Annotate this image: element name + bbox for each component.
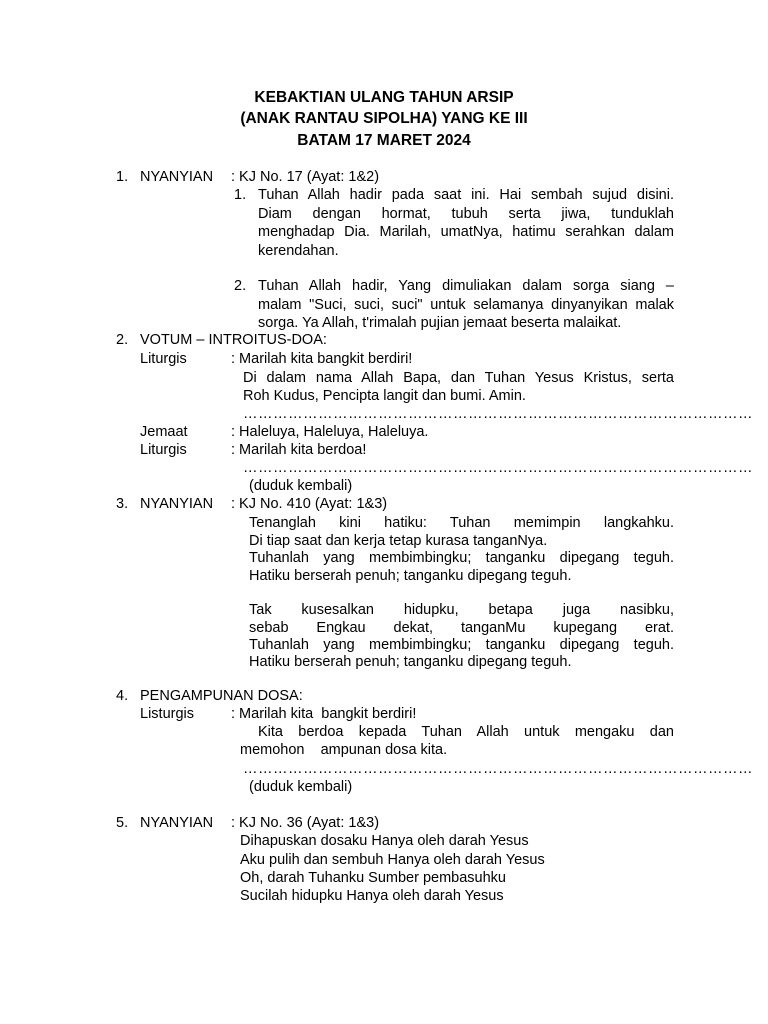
- section-2-invocation-line: Roh Kudus, Pencipta langit dan bumi. Amin.: [243, 388, 526, 404]
- section-5-lyric-line: Oh, darah Tuhanku Sumber pembasuhku: [240, 870, 506, 886]
- document-title-line-1: KEBAKTIAN ULANG TAHUN ARSIP: [254, 89, 514, 106]
- section-1-heading: NYANYIAN: [140, 169, 214, 185]
- section-3-verse-1-line: Tenanglah kini hatiku: Tuhan memimpin langkahku.: [249, 515, 674, 531]
- section-3-verse-1-line: Di tiap saat dan kerja tetap kurasa tanganNya.: [249, 533, 548, 549]
- section-2-role-liturgis-2: Liturgis: [140, 442, 187, 458]
- section-1-verse-1-number: 1.: [234, 187, 247, 203]
- section-3-verse-1-line: Hatiku berserah penuh; tanganku dipegang teguh.: [249, 568, 572, 584]
- section-1-verse-1-line: Diam dengan hormat, tubuh serta jiwa, tunduklah: [258, 206, 674, 222]
- section-1-verse-2-line: malam "Suci, suci, suci" untuk selamanya dinyanyikan malak: [258, 297, 674, 313]
- section-5-lyric-line: Sucilah hidupku Hanya oleh darah Yesus: [240, 888, 504, 904]
- section-2-dotted-line-2: …………………………………………………………………………………………: [243, 460, 753, 476]
- section-3-hymn-ref: : KJ No. 410 (Ayat: 1&3): [231, 496, 388, 512]
- section-1-verse-2-line: sorga. Ya Allah, t'rimalah pujian jemaat beserta malaikat.: [258, 315, 622, 331]
- section-5-heading: NYANYIAN: [140, 815, 214, 831]
- section-1-verse-1-line: menghadap Dia. Marilah, umatNya, hatimu serahkan dalam: [258, 224, 674, 240]
- section-2-liturgis-text: : Marilah kita bangkit berdiri!: [231, 351, 413, 367]
- section-4-number: 4.: [116, 688, 129, 704]
- section-2-role-jemaat: Jemaat: [140, 424, 188, 440]
- section-3-verse-2-line: Tak kusesalkan hidupku, betapa juga nasibku,: [249, 602, 674, 618]
- section-1-verse-1-line: Tuhan Allah hadir pada saat ini. Hai sembah sujud disini.: [258, 187, 674, 203]
- section-1-verse-2-line: Tuhan Allah hadir, Yang dimuliakan dalam sorga siang –: [258, 278, 674, 294]
- section-2-number: 2.: [116, 332, 129, 348]
- section-5-lyric-line: Aku pulih dan sembuh Hanya oleh darah Yesus: [240, 852, 545, 868]
- section-2-invocation-line: Di dalam nama Allah Bapa, dan Tuhan Yesus Kristus, serta: [243, 370, 674, 386]
- section-2-role-liturgis: Liturgis: [140, 351, 187, 367]
- section-1-verse-2-number: 2.: [234, 278, 247, 294]
- section-4-prayer-line: Kita berdoa kepada Tuhan Allah untuk mengaku dan: [258, 724, 674, 740]
- section-4-prayer-line: memohon ampunan dosa kita.: [240, 742, 448, 758]
- section-3-number: 3.: [116, 496, 129, 512]
- section-4-dotted-line: …………………………………………………………………………………………: [243, 761, 753, 777]
- section-4-note: (duduk kembali): [249, 779, 353, 795]
- section-3-verse-2-line: Hatiku berserah penuh; tanganku dipegang teguh.: [249, 654, 572, 670]
- section-4-role-listurgis: Listurgis: [140, 706, 194, 722]
- section-3-verse-1-line: Tuhanlah yang membimbingku; tanganku dipegang teguh.: [249, 550, 674, 566]
- section-3-verse-2-line: sebab Engkau dekat, tanganMu kupegang erat.: [249, 620, 674, 636]
- section-1-hymn-ref: : KJ No. 17 (Ayat: 1&2): [231, 169, 380, 185]
- section-2-dotted-line: …………………………………………………………………………………………: [243, 406, 753, 422]
- section-5-number: 5.: [116, 815, 129, 831]
- section-3-heading: NYANYIAN: [140, 496, 214, 512]
- section-1-number: 1.: [116, 169, 129, 185]
- section-2-jemaat-text: : Haleluya, Haleluya, Haleluya.: [231, 424, 429, 440]
- section-2-liturgis-text-2: : Marilah kita berdoa!: [231, 442, 367, 458]
- section-1-verse-1-line: kerendahan.: [258, 243, 339, 259]
- document-title-line-3: BATAM 17 MARET 2024: [297, 132, 471, 149]
- section-4-listurgis-text: : Marilah kita bangkit berdiri!: [231, 706, 417, 722]
- section-3-verse-2-line: Tuhanlah yang membimbingku; tanganku dipegang teguh.: [249, 637, 674, 653]
- section-5-hymn-ref: : KJ No. 36 (Ayat: 1&3): [231, 815, 380, 831]
- document-title-line-2: (ANAK RANTAU SIPOLHA) YANG KE III: [240, 110, 528, 127]
- section-2-heading: VOTUM – INTROITUS-DOA:: [140, 332, 327, 348]
- section-4-heading: PENGAMPUNAN DOSA:: [140, 688, 303, 704]
- section-5-lyric-line: Dihapuskan dosaku Hanya oleh darah Yesus: [240, 833, 529, 849]
- section-2-note: (duduk kembali): [249, 478, 353, 494]
